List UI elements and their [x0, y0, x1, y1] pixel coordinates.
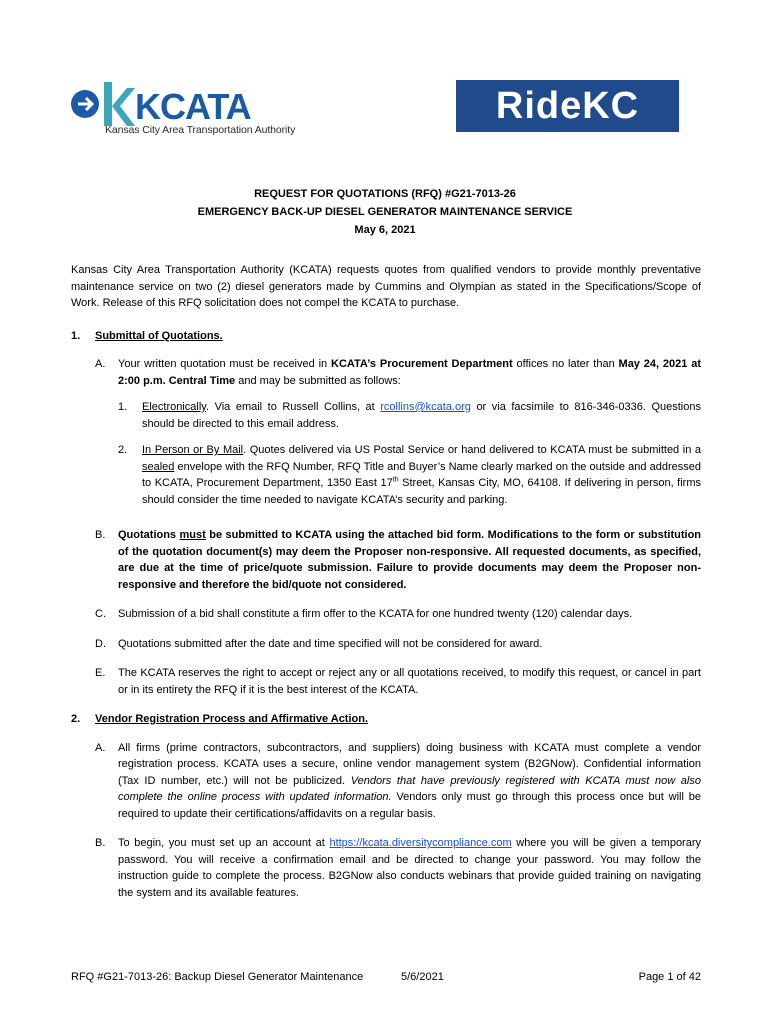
- section-number: 1.: [71, 329, 81, 342]
- document-header: [0, 185, 770, 239]
- sub-item-electronic: 1. Electronically. Via email to Russell Collins, at rcollins@kcata.org or via facsimile to 816-346-0336. Questions should be directed to this email address.: [118, 401, 701, 430]
- section-heading: [71, 328, 701, 345]
- email-link[interactable]: rcollins@kcata.org: [380, 401, 471, 413]
- section-submittal: [71, 328, 701, 699]
- list-item: A. Your written quotation must be received in KCATA’s Procurement Department offices no later than May 24, 2021 at 2:00 p.m. Central Time and may be submitted as follows: 1. Electronically. Via email to Russell Collins, at rcollins@kcata.org or via facsimile to 816-346-0336. Questions should be directed to this email address. 2. In Person or By Mail. Quotes delivered via US Postal Service or hand delivered to KCATA must be submitted in a sealed envelope with the RFQ Number, RFQ Title and Buyer’s Name clearly marked on the outside and addressed to KCATA, Procurement Department, 1350 East 17th Street, Kansas City, MO, 64108. If delivering in person, firms should consider the time needed to navigate KCATA’s security and parking.: [95, 356, 701, 514]
- ridekc-logo: [456, 80, 679, 132]
- rfq-number-title: REQUEST FOR QUOTATIONS (RFQ) #G21-7013-26: [254, 188, 516, 200]
- kcata-logo: [69, 72, 299, 138]
- list-item: C. Submission of a bid shall constitute a firm offer to the KCATA for one hundred twenty (120) calendar days.: [95, 608, 633, 620]
- sub-item-mail: 2. In Person or By Mail. Quotes delivered via US Postal Service or hand delivered to KCATA must be submitted in a sealed envelope with the RFQ Number, RFQ Title and Buyer’s Name clearly marked on the outside and addressed to KCATA, Procurement Department, 1350 East 17th Street, Kansas City, MO, 64108. If delivering in person, firms should consider the time needed to navigate KCATA’s security and parking.: [118, 444, 702, 506]
- intro-paragraph: Kansas City Area Transportation Authority (KCATA) requests quotes from qualified vendors to provide monthly preventative maintenance service on two (2) diesel generators made by Cummins and Olympian as stated in the Specifications/Scope of Work. Release of this RFQ solicitation does not compel the KCATA to purchase.: [71, 264, 701, 309]
- list-item: B. Quotations must be submitted to KCATA using the attached bid form. Modifications to the form or substitution of the quotation document(s) may deem the Proposer non-responsive. All requested documents, as specified, are due at the time of price/quote submission. Failure to provide documents may deem the Proposer non-responsive and therefore the bid/quote not considered.: [95, 529, 702, 591]
- section-number: 2.: [71, 713, 81, 725]
- document-body: [71, 262, 701, 914]
- list-item: B. To begin, you must set up an account at https://kcata.diversitycompliance.com where you will be given a temporary password. You will receive a confirmation email and be directed to change your password. You may follow the instruction guide to complete the process. B2GNow also conducts webinars that provide guided training on navigating the system and its available features.: [95, 837, 702, 899]
- logo-bar: [0, 70, 770, 140]
- list-item: A. All firms (prime contractors, subcontractors, and suppliers) doing business with KCATA must complete a vendor registration process. KCATA uses a secure, online vendor management system (B2GNow). Confidential information (Tax ID number, etc.) will not be publicized. Vendors that have previously registered with KCATA must now also complete the online process with updated information. Vendors only must go through this process once but will be required to update their certifications/affidavits on a regular basis.: [95, 741, 701, 820]
- section-vendor-registration: [71, 711, 701, 901]
- rfq-date: May 6, 2021: [354, 224, 416, 236]
- diversity-compliance-link[interactable]: https://kcata.diversitycompliance.com: [329, 837, 512, 849]
- kcata-wordmark: KCATA: [135, 86, 251, 127]
- section-title: Vendor Registration Process and Affirmative Action.: [95, 713, 369, 725]
- list-item: E. The KCATA reserves the right to accept or reject any or all quotations received, to modify this request, or cancel in part or in its entirety the RFQ if it is the best interest of the KCATA.: [95, 667, 701, 696]
- list-item: D. Quotations submitted after the date and time specified will not be considered for award.: [95, 637, 543, 650]
- footer-date: 5/6/2021: [401, 971, 444, 983]
- footer-rfq-title: RFQ #G21-7013-26: Backup Diesel Generator Maintenance: [71, 971, 364, 983]
- section-title: Submittal of Quotations.: [95, 329, 223, 342]
- section-heading: [71, 711, 701, 728]
- ridekc-wordmark: RideKC: [495, 84, 640, 127]
- kcata-subtitle: Kansas City Area Transportation Authority: [105, 124, 296, 136]
- page-footer: [71, 971, 701, 987]
- rfq-service-title: EMERGENCY BACK-UP DIESEL GENERATOR MAINTENANCE SERVICE: [197, 206, 573, 218]
- footer-page-number: Page 1 of 42: [638, 971, 701, 983]
